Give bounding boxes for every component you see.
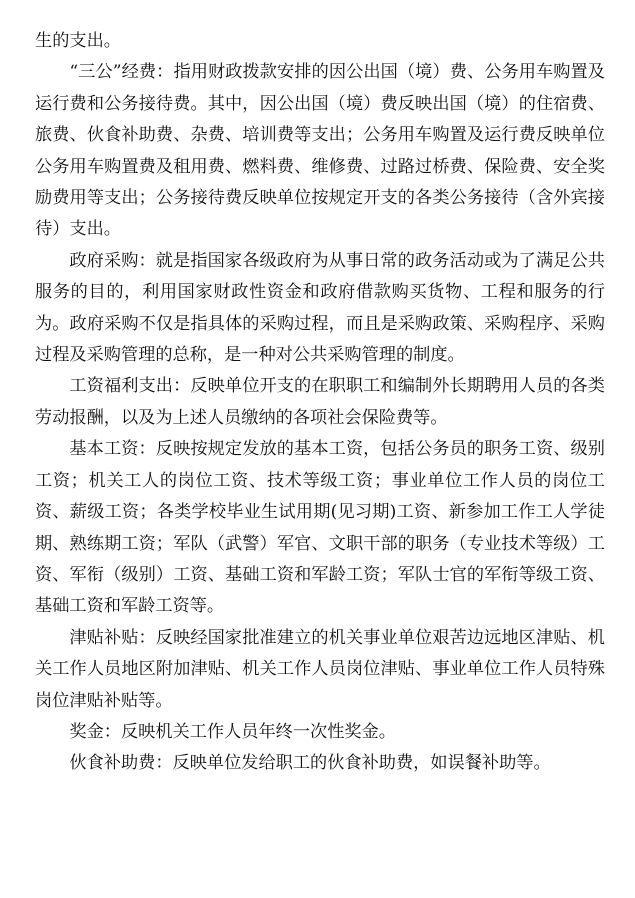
document-page	[35, 26, 605, 780]
paragraph-allowances: 津贴补贴：反映经国家批准建立的机关事业单位艰苦边远地区津贴、机关工作人员地区附加津贴、机关工作人员岗位津贴、事业单位工作人员特殊岗位津贴补贴等。	[35, 627, 605, 711]
paragraph-continuation: 生的支出。	[35, 31, 121, 51]
paragraph-salary-welfare: 工资福利支出：反映单位开支的在职职工和编制外长期聘用人员的各类劳动报酬，以及为上述人员缴纳的各项社会保险费等。	[35, 376, 605, 428]
paragraph-bonus: 奖金：反映机关工作人员年终一次性奖金。	[69, 721, 396, 742]
paragraph-basic-salary: 基本工资：反映按规定发放的基本工资，包括公务员的职务工资、级别工资；机关工人的岗位工资、技术等级工资；事业单位工作人员的岗位工资、薪级工资；各类学校毕业生试用期(见习期)工资、新参加工作工人学徒期、熟练期工资；军队（武警）军官、文职干部的职务（专业技术等级）工资、军衔（级别）工资、基础工资和军龄工资；军队士官的军衔等级工资、基础工资和军龄工资等。	[35, 439, 605, 617]
paragraph-meal-subsidy: 伙食补助费：反映单位发给职工的伙食补助费，如误餐补助等。	[69, 753, 551, 774]
paragraph-government-procurement: 政府采购：就是指国家各级政府为从事日常的政务活动或为了满足公共服务的目的，利用国家财政性资金和政府借款购买货物、工程和服务的行为。政府采购不仅是指具体的采购过程，而且是采购政策、采购程序、采购过程及采购管理的总称，是一种对公共采购管理的制度。	[35, 250, 605, 366]
paragraph-three-public-expenses: “三公”经费：指用财政拨款安排的因公出国（境）费、公务用车购置及运行费和公务接待费。其中，因公出国（境）费反映出国（境）的住宿费、旅费、伙食补助费、杂费、培训费等支出；公务用车购置及运行费反映单位公务用车购置费及租用费、燃料费、维修费、过路过桥费、保险费、安全奖励费用等支出；公务接待费反映单位按规定开支的各类公务接待（含外宾接待）支出。	[35, 62, 605, 240]
